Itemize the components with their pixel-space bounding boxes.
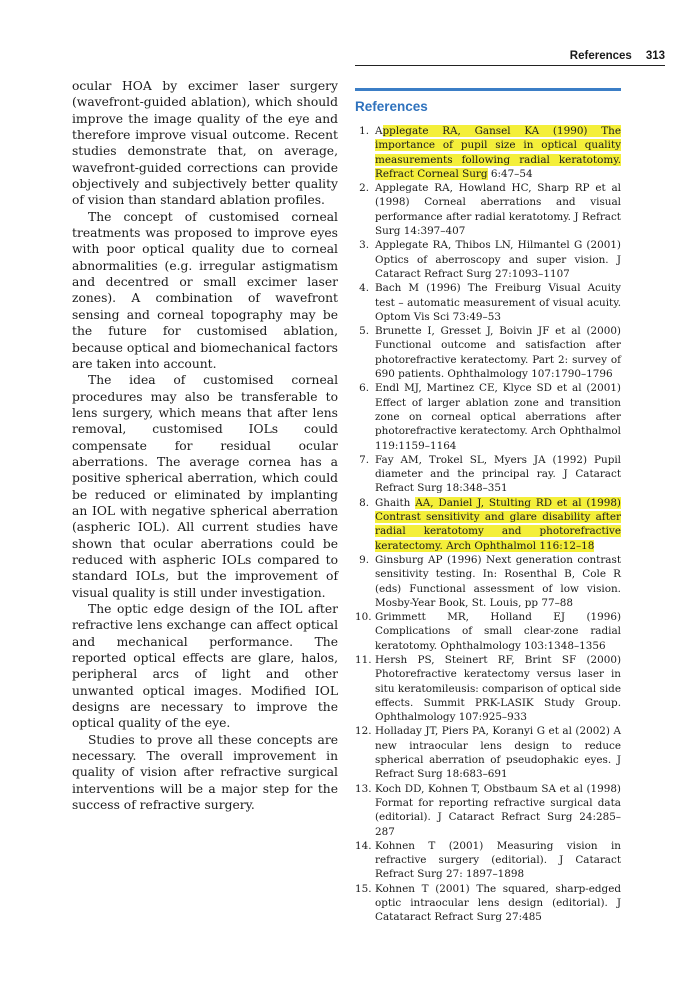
reference-text: Fay AM, Trokel SL, Myers JA (1992) Pupil diameter and the principal ray. J Cataract Refract Surg 18:348–351 bbox=[375, 453, 621, 495]
reference-text bbox=[375, 124, 621, 181]
reference-text-plain: A bbox=[375, 125, 383, 137]
reference-item bbox=[355, 181, 621, 238]
reference-number: 7. bbox=[359, 453, 369, 466]
reference-text: Grimmett MR, Holland EJ (1996) Complications of small clear-zone radial keratotomy. Ophthalmology 103:1348–1356 bbox=[375, 611, 621, 652]
reference-text: Applegate RA, Howland HC, Sharp RP et al (1998) Corneal aberrations and visual performance after radial keratotomy. J Refract Surg 14:397–407 bbox=[375, 182, 621, 238]
reference-text: Ginsburg AP (1996) Next generation contrast sensitivity testing. In: Rosenthal B, Cole R (eds) Functional assessment of low vision. Mosby-Year Book, St. Louis, pp 77–88 bbox=[375, 553, 621, 609]
reference-number: 8. bbox=[359, 496, 369, 509]
reference-number: 10. bbox=[355, 611, 372, 624]
reference-number: 6. bbox=[359, 382, 369, 395]
reference-text: Endl MJ, Martinez CE, Klyce SD et al (2001) Effect of larger ablation zone and transition zone on corneal optical aberrations after photorefractive keratectomy. Arch Ophthalmol 119:1159–1164 bbox=[375, 382, 621, 452]
reference-number: 9. bbox=[359, 553, 369, 566]
reference-text-highlighted: pplegate RA, Gansel KA (1990) The importance of pupil size in optical quality measurements following radial keratotomy. Refract Corneal Surg bbox=[375, 125, 621, 180]
reference-text bbox=[375, 496, 621, 553]
reference-item bbox=[355, 124, 621, 181]
reference-text: Holladay JT, Piers PA, Koranyi G et al (2002) A new intraocular lens design to reduce spherical aberration of pseudophakic eyes. J Refract Surg 18:683–691 bbox=[375, 725, 621, 781]
reference-list bbox=[355, 124, 621, 925]
reference-number: 4. bbox=[359, 282, 369, 295]
references-rule bbox=[355, 88, 621, 91]
reference-text-highlighted: AA, Daniel J, Stulting RD et al (1998) Contrast sensitivity and glare disability after radial keratotomy and photorefractive keratectomy. Arch Ophthalmol 116:12–18 bbox=[375, 496, 621, 552]
reference-text: Koch DD, Kohnen T, Obstbaum SA et al (1998) Format for reporting refractive surgical data (editorial). J Cataract Refract Surg 24:285–287 bbox=[375, 782, 621, 838]
reference-item bbox=[355, 453, 621, 496]
reference-text: Applegate RA, Thibos LN, Hilmantel G (2001) Optics of aberroscopy and super vision. J Cataract Refract Surg 27:1093–1107 bbox=[375, 239, 621, 280]
reference-text-plain: Ghaith bbox=[375, 496, 416, 509]
running-head-section: References bbox=[569, 50, 632, 62]
reference-item bbox=[355, 238, 621, 281]
reference-number: 3. bbox=[359, 239, 369, 252]
references-column bbox=[355, 88, 621, 925]
reference-item bbox=[355, 610, 621, 653]
reference-item bbox=[355, 496, 621, 553]
reference-item bbox=[355, 553, 621, 610]
reference-number: 15. bbox=[355, 882, 372, 895]
reference-text: Bach M (1996) The Freiburg Visual Acuity test – automatic measurement of visual acuity. Optom Vis Sci 73:49–53 bbox=[375, 282, 621, 323]
reference-number: 13. bbox=[355, 782, 372, 795]
body-paragraph: The idea of customised corneal procedures may also be transferable to lens surgery, which means that after lens removal, customised IOLs could compensate for residual ocular aberrations. The average cornea has a positive spherical aberration, which could be reduced or eliminated by implanting an IOL with negative spherical aberration (aspheric IOL). All current studies have shown that ocular aberrations could be reduced with aspheric IOLs compared to standard IOLs, but the improvement of visual quality is still under investigation. bbox=[72, 373, 338, 600]
body-paragraph: ocular HOA by excimer laser surgery (wavefront-guided ablation), which should improve the image quality of the eye and therefore improve visual outcome. Recent studies demonstrate that, on average, wavefront-guided corrections can provide objectively and subjectively better quality of vision than standard ablation profiles. bbox=[72, 79, 338, 208]
reference-text: Hersh PS, Steinert RF, Brint SF (2000) Photorefractive keratectomy versus laser in situ keratomileusis: comparison of optical side effects. Summit PRK-LASIK Study Group. Ophthalmology 107:925–933 bbox=[375, 653, 621, 724]
reference-number: 12. bbox=[355, 725, 372, 738]
references-heading: References bbox=[355, 99, 428, 114]
body-paragraph: Studies to prove all these concepts are necessary. The overall improvement in quality of vision after refractive surgical interventions will be a major step for the success of refractive surgery. bbox=[72, 732, 338, 813]
reference-item bbox=[355, 782, 621, 839]
reference-text-plain: 6:47–54 bbox=[487, 167, 533, 180]
reference-number: 2. bbox=[359, 182, 369, 195]
reference-text: Brunette I, Gresset J, Boivin JF et al (2000) Functional outcome and satisfaction after photorefractive keratectomy. Part 2: survey of 690 patients. Ophthalmology 107:1790–1796 bbox=[375, 325, 621, 381]
reference-number: 11. bbox=[355, 653, 372, 666]
reference-item bbox=[355, 724, 621, 781]
body-text-column bbox=[72, 78, 338, 813]
reference-number: 5. bbox=[359, 325, 369, 338]
reference-item bbox=[355, 324, 621, 381]
reference-item bbox=[355, 653, 621, 724]
running-head bbox=[355, 44, 665, 66]
reference-number: 14. bbox=[355, 839, 372, 852]
reference-text: Kohnen T (2001) The squared, sharp-edged optic intraocular lens design (editorial). J Catataract Refract Surg 27:485 bbox=[375, 882, 621, 924]
body-paragraph: The optic edge design of the IOL after refractive lens exchange can affect optical and mechanical performance. The reported optical effects are glare, halos, peripheral arcs of light and other unwanted optical images. Modified IOL designs are necessary to improve the optical quality of the eye. bbox=[72, 602, 338, 731]
page-number: 313 bbox=[645, 50, 665, 62]
reference-item bbox=[355, 882, 621, 925]
reference-item bbox=[355, 839, 621, 882]
reference-number: 1. bbox=[359, 125, 369, 137]
reference-text: Kohnen T (2001) Measuring vision in refractive surgery (editorial). J Cataract Refract Surg 27: 1897–1898 bbox=[375, 839, 621, 881]
reference-item bbox=[355, 281, 621, 324]
reference-item bbox=[355, 381, 621, 452]
body-paragraph: The concept of customised corneal treatments was proposed to improve eyes with poor optical quality due to corneal abnormalities (e.g. irregular astigmatism and decentred or small excimer laser zones). A combination of wavefront sensing and corneal topography may be the future for customised ablation, because optical and biomechanical factors are taken into account. bbox=[72, 209, 338, 371]
